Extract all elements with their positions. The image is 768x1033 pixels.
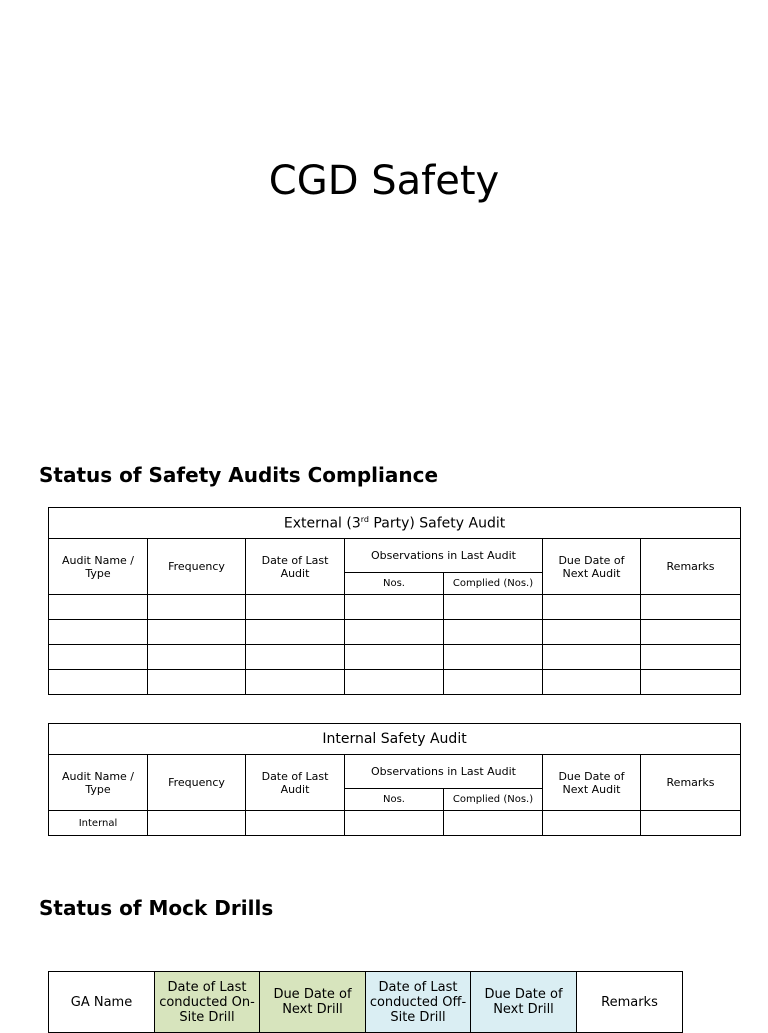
cell[interactable] [444,645,543,670]
header-observations: Observations in Last Audit [345,539,543,573]
cell[interactable] [246,595,345,620]
header-nos: Nos. [345,789,444,811]
cell[interactable]: Internal [49,811,148,836]
cell[interactable] [543,811,641,836]
external-audit-caption [49,508,741,539]
cell[interactable] [345,595,444,620]
cell[interactable] [543,670,641,695]
header-due-date: Due Date of Next Audit [543,755,641,811]
header-complied: Complied (Nos.) [444,573,543,595]
header-frequency: Frequency [148,755,246,811]
header-due-date: Due Date of Next Audit [543,539,641,595]
caption-prefix: External (3 [283,515,361,532]
table-row [49,620,741,645]
header-last-onsite-drill: Date of Last conducted On-Site Drill [155,972,260,1033]
cell[interactable] [49,620,148,645]
cell[interactable] [148,811,246,836]
page-title: CGD Safety [268,158,500,204]
caption-suffix: Party) Safety Audit [368,515,506,532]
cell[interactable] [543,645,641,670]
cell[interactable] [641,620,741,645]
cell[interactable] [49,670,148,695]
header-last-offsite-drill: Date of Last conducted Off-Site Drill [366,972,471,1033]
cell[interactable] [345,670,444,695]
cell[interactable] [148,670,246,695]
cell[interactable] [246,620,345,645]
cell[interactable] [641,595,741,620]
header-remarks: Remarks [641,539,741,595]
header-ga-name: GA Name [49,972,155,1033]
cell[interactable] [641,645,741,670]
header-remarks: Remarks [641,755,741,811]
cell[interactable] [345,645,444,670]
header-due-onsite-drill: Due Date of Next Drill [260,972,366,1033]
cell[interactable] [246,670,345,695]
cell[interactable] [345,811,444,836]
table-row [49,645,741,670]
header-audit-name: Audit Name / Type [49,755,148,811]
internal-audit-caption: Internal Safety Audit [49,724,741,755]
cell[interactable] [345,620,444,645]
external-audit-table [48,507,741,695]
internal-audit-table [48,723,741,836]
cell[interactable] [246,811,345,836]
cell[interactable] [444,595,543,620]
table-row [49,811,741,836]
header-observations: Observations in Last Audit [345,755,543,789]
cell[interactable] [444,811,543,836]
cell[interactable] [444,620,543,645]
cell[interactable] [543,620,641,645]
mock-drills-heading: Status of Mock Drills [39,896,274,920]
header-date-last-audit: Date of Last Audit [246,755,345,811]
cell[interactable] [641,670,741,695]
cell[interactable] [49,645,148,670]
cell[interactable] [148,595,246,620]
cell[interactable] [444,670,543,695]
safety-audits-heading: Status of Safety Audits Compliance [39,463,439,487]
header-complied: Complied (Nos.) [444,789,543,811]
header-due-offsite-drill: Due Date of Next Drill [471,972,577,1033]
header-audit-name: Audit Name / Type [49,539,148,595]
header-date-last-audit: Date of Last Audit [246,539,345,595]
table-row [49,595,741,620]
header-nos: Nos. [345,573,444,595]
cell[interactable] [246,645,345,670]
cell[interactable] [148,620,246,645]
cell[interactable] [641,811,741,836]
cell[interactable] [543,595,641,620]
caption-superscript: rd [360,514,369,524]
table-row [49,670,741,695]
cell[interactable] [49,595,148,620]
header-remarks: Remarks [577,972,683,1033]
header-frequency: Frequency [148,539,246,595]
cell[interactable] [148,645,246,670]
